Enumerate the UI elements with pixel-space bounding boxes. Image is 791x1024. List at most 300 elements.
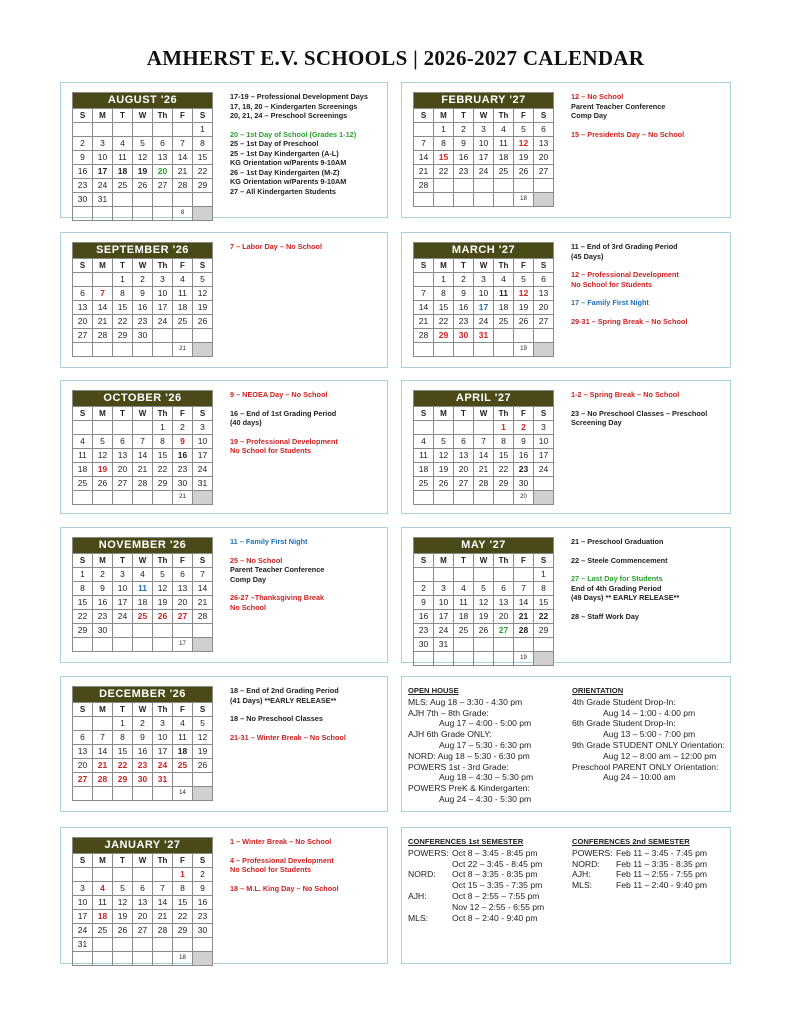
calendar-september: [72, 242, 213, 357]
empty-cell: [153, 329, 173, 343]
empty-cell: [434, 421, 454, 435]
date-cell: 1: [434, 123, 454, 137]
empty-cell: [534, 652, 554, 666]
date-cell: 30: [454, 329, 474, 343]
school-day-count: 18: [173, 952, 193, 966]
calendar-note: 4 – Professional Development No School for Students: [230, 855, 334, 874]
day-of-week-header: S: [193, 854, 213, 868]
day-of-week-header: Th: [153, 554, 173, 568]
date-cell: 26: [193, 759, 213, 773]
school-label: NORD:: [572, 858, 600, 869]
calendar-note: 28 – Staff Work Day: [571, 611, 639, 621]
date-cell: 25: [93, 924, 113, 938]
date-cell: 12: [153, 582, 173, 596]
date-cell: 5: [434, 435, 454, 449]
empty-cell: [534, 179, 554, 193]
empty-cell: [73, 717, 93, 731]
date-cell: 19: [133, 165, 153, 179]
date-cell: 18: [113, 165, 133, 179]
day-of-week-header: M: [93, 854, 113, 868]
empty-cell: [73, 123, 93, 137]
empty-cell: [494, 638, 514, 652]
calendar-may: [413, 537, 554, 666]
day-of-week-header: S: [193, 407, 213, 421]
date-cell: 1: [434, 273, 454, 287]
date-cell: 20: [454, 463, 474, 477]
date-cell: 21: [133, 463, 153, 477]
empty-cell: [193, 624, 213, 638]
empty-cell: [133, 638, 153, 652]
day-of-week-header: W: [133, 109, 153, 123]
empty-cell: [73, 343, 93, 357]
date-cell: 9: [193, 882, 213, 896]
empty-cell: [434, 179, 454, 193]
empty-cell: [414, 193, 434, 207]
date-cell: 11: [173, 287, 193, 301]
date-cell: 21: [93, 759, 113, 773]
date-cell: 11: [414, 449, 434, 463]
date-cell: 8: [434, 287, 454, 301]
info-line: POWERS 1st - 3rd Grade:: [408, 761, 509, 772]
empty-cell: [494, 329, 514, 343]
month-header: MAY '27: [414, 538, 554, 554]
date-cell: 17: [474, 301, 494, 315]
date-cell: 6: [534, 273, 554, 287]
day-of-week-header: S: [73, 407, 93, 421]
month-header: MARCH '27: [414, 243, 554, 259]
empty-cell: [93, 273, 113, 287]
conference-row: [408, 869, 568, 880]
empty-cell: [434, 652, 454, 666]
empty-cell: [113, 343, 133, 357]
empty-cell: [454, 638, 474, 652]
date-cell: 10: [474, 137, 494, 151]
day-of-week-header: T: [113, 703, 133, 717]
date-cell: 25: [73, 477, 93, 491]
school-day-count: 8: [173, 207, 193, 221]
info-line: 4th Grade Student Drop-In:: [572, 696, 676, 707]
empty-cell: [93, 491, 113, 505]
date-cell: 25: [173, 315, 193, 329]
empty-cell: [113, 491, 133, 505]
conference-row: [408, 913, 568, 924]
info-line: MLS: Aug 18 – 3:30 - 4:30 pm: [408, 696, 523, 707]
empty-cell: [454, 343, 474, 357]
date-cell: 13: [73, 301, 93, 315]
date-cell: 7: [173, 137, 193, 151]
school-day-count: 14: [173, 787, 193, 801]
date-cell: 2: [173, 421, 193, 435]
date-cell: 13: [454, 449, 474, 463]
date-cell: 2: [133, 273, 153, 287]
date-cell: 19: [474, 610, 494, 624]
date-cell: 6: [113, 435, 133, 449]
month-header: SEPTEMBER '26: [73, 243, 213, 259]
day-of-week-header: S: [193, 703, 213, 717]
notes-november: [230, 537, 385, 621]
empty-cell: [514, 329, 534, 343]
date-cell: 24: [153, 315, 173, 329]
date-cell: 5: [193, 717, 213, 731]
date-cell: 7: [133, 435, 153, 449]
conference-time: Nov 12 – 2:55 - 6:55 pm: [452, 901, 545, 912]
date-cell: 4: [133, 568, 153, 582]
day-of-week-header: F: [173, 703, 193, 717]
date-cell: 8: [153, 435, 173, 449]
date-cell: 30: [193, 924, 213, 938]
day-of-week-header: S: [193, 259, 213, 273]
day-of-week-header: S: [534, 554, 554, 568]
empty-cell: [93, 938, 113, 952]
date-cell: 17: [534, 449, 554, 463]
date-cell: 13: [534, 287, 554, 301]
date-cell: 5: [93, 435, 113, 449]
date-cell: 27: [113, 477, 133, 491]
conference-time: Oct 8 – 3:35 - 8:35 pm: [452, 869, 538, 880]
empty-cell: [474, 652, 494, 666]
conference-row: [408, 859, 568, 870]
date-cell: 23: [73, 179, 93, 193]
empty-cell: [173, 193, 193, 207]
empty-cell: [474, 568, 494, 582]
empty-cell: [93, 207, 113, 221]
empty-cell: [73, 207, 93, 221]
date-cell: 19: [193, 745, 213, 759]
school-label: MLS:: [408, 912, 429, 923]
day-of-week-header: S: [73, 554, 93, 568]
date-cell: 12: [113, 896, 133, 910]
day-of-week-header: F: [514, 554, 534, 568]
date-cell: 1: [113, 717, 133, 731]
calendar-note: Parent Teacher Conference Comp Day: [230, 565, 325, 584]
date-cell: 9: [414, 596, 434, 610]
day-of-week-header: T: [454, 109, 474, 123]
school-day-count: 17: [173, 638, 193, 652]
calendar-january: [72, 837, 213, 966]
date-cell: 4: [494, 123, 514, 137]
calendar-note: 11 – End of 3rd Grading Period (45 Days): [571, 242, 678, 261]
empty-cell: [474, 638, 494, 652]
date-cell: 4: [93, 882, 113, 896]
empty-cell: [173, 773, 193, 787]
date-cell: 28: [474, 477, 494, 491]
month-header: APRIL '27: [414, 391, 554, 407]
date-cell: 19: [193, 301, 213, 315]
date-cell: 24: [113, 610, 133, 624]
conference-time: Oct 8 – 3:45 - 8:45 pm: [452, 847, 538, 858]
calendar-note: 1 – Winter Break – No School: [230, 837, 332, 846]
date-cell: 11: [113, 151, 133, 165]
empty-cell: [193, 491, 213, 505]
calendar-note: 21 – Preschool Graduation: [571, 537, 664, 546]
empty-cell: [73, 638, 93, 652]
empty-cell: [414, 652, 434, 666]
date-cell: 26: [434, 477, 454, 491]
date-cell: 27: [173, 610, 193, 624]
calendar-note: 17 – Family First Night: [571, 298, 649, 307]
date-cell: 13: [133, 896, 153, 910]
date-cell: 12: [434, 449, 454, 463]
notes-december: [230, 686, 385, 751]
empty-cell: [73, 491, 93, 505]
date-cell: 17: [153, 301, 173, 315]
date-cell: 22: [434, 315, 454, 329]
date-cell: 15: [153, 449, 173, 463]
date-cell: 12: [474, 596, 494, 610]
date-cell: 18: [173, 301, 193, 315]
date-cell: 16: [414, 610, 434, 624]
date-cell: 19: [93, 463, 113, 477]
date-cell: 9: [73, 151, 93, 165]
date-cell: 16: [454, 301, 474, 315]
day-of-week-header: S: [414, 109, 434, 123]
date-cell: 5: [514, 273, 534, 287]
date-cell: 22: [534, 610, 554, 624]
day-of-week-header: S: [534, 407, 554, 421]
day-of-week-header: F: [173, 554, 193, 568]
empty-cell: [113, 123, 133, 137]
date-cell: 24: [434, 624, 454, 638]
day-of-week-header: M: [93, 407, 113, 421]
date-cell: 31: [73, 938, 93, 952]
date-cell: 10: [474, 287, 494, 301]
conference-row: [572, 848, 730, 859]
empty-cell: [193, 952, 213, 966]
date-cell: 8: [73, 582, 93, 596]
date-cell: 7: [474, 435, 494, 449]
empty-cell: [434, 568, 454, 582]
school-label: AJH:: [572, 869, 591, 880]
section-heading: OPEN HOUSE: [408, 686, 459, 695]
date-cell: 22: [73, 610, 93, 624]
date-cell: 31: [474, 329, 494, 343]
empty-cell: [193, 787, 213, 801]
day-of-week-header: S: [414, 259, 434, 273]
date-cell: 21: [414, 165, 434, 179]
date-cell: 7: [414, 287, 434, 301]
empty-cell: [93, 123, 113, 137]
day-of-week-header: Th: [153, 854, 173, 868]
date-cell: 14: [514, 596, 534, 610]
conference-time: Feb 11 – 2:40 - 9:40 pm: [616, 880, 708, 891]
day-of-week-header: W: [133, 703, 153, 717]
date-cell: 15: [173, 896, 193, 910]
empty-cell: [173, 938, 193, 952]
date-cell: 13: [113, 449, 133, 463]
day-of-week-header: W: [133, 554, 153, 568]
date-cell: 28: [153, 924, 173, 938]
date-cell: 21: [153, 910, 173, 924]
empty-cell: [93, 638, 113, 652]
date-cell: 7: [93, 287, 113, 301]
date-cell: 1: [113, 273, 133, 287]
date-cell: 28: [514, 624, 534, 638]
day-of-week-header: M: [434, 554, 454, 568]
day-of-week-header: Th: [153, 407, 173, 421]
date-cell: 13: [73, 745, 93, 759]
date-cell: 3: [73, 882, 93, 896]
date-cell: 24: [73, 924, 93, 938]
date-cell: 27: [153, 179, 173, 193]
day-of-week-header: F: [173, 109, 193, 123]
empty-cell: [133, 491, 153, 505]
date-cell: 27: [73, 329, 93, 343]
empty-cell: [494, 193, 514, 207]
date-cell: 19: [434, 463, 454, 477]
date-cell: 27: [534, 165, 554, 179]
empty-cell: [534, 491, 554, 505]
calendar-note: 25 – No School: [230, 555, 283, 565]
day-of-week-header: M: [93, 703, 113, 717]
day-of-week-header: M: [434, 407, 454, 421]
month-header: DECEMBER '26: [73, 687, 213, 703]
page-title: AMHERST E.V. SCHOOLS | 2026-2027 CALENDAR: [146, 46, 645, 70]
date-cell: 20: [113, 463, 133, 477]
date-cell: 6: [534, 123, 554, 137]
calendar-note: 25 – 1st Day of Preschool 25 – 1st Day Kindergarten (A-L) KG Orientation w/Parents 9-10AM 26 – 1st Day Kindergarten (M-Z) KG Orientation w/Parents 9-10AM 27 – All Kindergarten Students: [230, 139, 347, 196]
date-cell: 31: [93, 193, 113, 207]
empty-cell: [434, 193, 454, 207]
calendar-note: 22 – Steele Commencement: [571, 555, 668, 565]
date-cell: 20: [73, 315, 93, 329]
date-cell: 29: [113, 773, 133, 787]
date-cell: 19: [153, 596, 173, 610]
conference-time: Oct 22 – 3:45 - 8:45 pm: [452, 858, 543, 869]
date-cell: 1: [193, 123, 213, 137]
date-cell: 12: [93, 449, 113, 463]
empty-cell: [73, 868, 93, 882]
info-line: Aug 14 – 1:00 - 4:00 pm: [603, 707, 696, 718]
date-cell: 10: [153, 731, 173, 745]
day-of-week-header: M: [434, 259, 454, 273]
info-line: POWERS PreK & Kindergarten:: [408, 783, 530, 794]
date-cell: 1: [153, 421, 173, 435]
date-cell: 13: [153, 151, 173, 165]
month-header: AUGUST '26: [73, 93, 213, 109]
date-cell: 2: [93, 568, 113, 582]
empty-cell: [153, 868, 173, 882]
info-line: NORD: Aug 18 – 5:30 - 6:30 pm: [408, 750, 530, 761]
empty-cell: [133, 421, 153, 435]
date-cell: 15: [193, 151, 213, 165]
date-cell: 17: [113, 596, 133, 610]
empty-cell: [193, 329, 213, 343]
empty-cell: [113, 624, 133, 638]
empty-cell: [153, 123, 173, 137]
date-cell: 2: [73, 137, 93, 151]
date-cell: 23: [133, 759, 153, 773]
date-cell: 28: [193, 610, 213, 624]
empty-cell: [93, 343, 113, 357]
date-cell: 11: [494, 137, 514, 151]
date-cell: 23: [414, 624, 434, 638]
school-label: POWERS:: [408, 847, 449, 858]
date-cell: 14: [193, 582, 213, 596]
date-cell: 8: [173, 882, 193, 896]
empty-cell: [534, 329, 554, 343]
empty-cell: [173, 624, 193, 638]
date-cell: 28: [173, 179, 193, 193]
day-of-week-header: W: [474, 259, 494, 273]
date-cell: 6: [173, 568, 193, 582]
date-cell: 21: [93, 315, 113, 329]
date-cell: 20: [153, 165, 173, 179]
date-cell: 10: [113, 582, 133, 596]
date-cell: 29: [173, 924, 193, 938]
empty-cell: [474, 491, 494, 505]
empty-cell: [414, 568, 434, 582]
date-cell: 20: [494, 610, 514, 624]
empty-cell: [534, 343, 554, 357]
day-of-week-header: S: [534, 259, 554, 273]
date-cell: 9: [133, 287, 153, 301]
date-cell: 10: [434, 596, 454, 610]
day-of-week-header: Th: [153, 109, 173, 123]
date-cell: 3: [534, 421, 554, 435]
date-cell: 31: [434, 638, 454, 652]
day-of-week-header: W: [474, 554, 494, 568]
empty-cell: [414, 491, 434, 505]
day-of-week-header: S: [193, 554, 213, 568]
empty-cell: [133, 343, 153, 357]
school-day-count: 21: [173, 343, 193, 357]
date-cell: 23: [193, 910, 213, 924]
date-cell: 16: [454, 151, 474, 165]
school-day-count: 19: [514, 343, 534, 357]
date-cell: 18: [93, 910, 113, 924]
empty-cell: [474, 343, 494, 357]
empty-cell: [173, 329, 193, 343]
date-cell: 3: [193, 421, 213, 435]
day-of-week-header: T: [454, 259, 474, 273]
calendar-note: 18 – M.L. King Day – No School: [230, 883, 339, 893]
date-cell: 7: [153, 882, 173, 896]
empty-cell: [93, 952, 113, 966]
calendar-march: [413, 242, 554, 357]
date-cell: 10: [93, 151, 113, 165]
date-cell: 16: [73, 165, 93, 179]
day-of-week-header: M: [93, 554, 113, 568]
month-header: NOVEMBER '26: [73, 538, 213, 554]
empty-cell: [113, 952, 133, 966]
date-cell: 3: [153, 717, 173, 731]
section-heading: ORIENTATION: [572, 686, 624, 695]
conference-row: [408, 848, 568, 859]
date-cell: 14: [173, 151, 193, 165]
date-cell: 15: [113, 745, 133, 759]
date-cell: 12: [193, 287, 213, 301]
calendar-note: 18 – No Preschool Classes: [230, 714, 323, 723]
calendar-note: 12 – Professional Development No School for Students: [571, 270, 679, 289]
date-cell: 16: [514, 449, 534, 463]
day-of-week-header: W: [474, 407, 494, 421]
empty-cell: [534, 638, 554, 652]
date-cell: 30: [93, 624, 113, 638]
day-of-week-header: T: [454, 554, 474, 568]
empty-cell: [414, 421, 434, 435]
date-cell: 1: [73, 568, 93, 582]
day-of-week-header: W: [133, 259, 153, 273]
date-cell: 9: [173, 435, 193, 449]
date-cell: 11: [494, 287, 514, 301]
calendar-note: 18 – End of 2nd Grading Period (41 Days) **EARLY RELEASE**: [230, 686, 339, 705]
date-cell: 9: [454, 287, 474, 301]
date-cell: 1: [494, 421, 514, 435]
empty-cell: [113, 421, 133, 435]
date-cell: 28: [414, 329, 434, 343]
date-cell: 24: [474, 165, 494, 179]
day-of-week-header: Th: [153, 703, 173, 717]
